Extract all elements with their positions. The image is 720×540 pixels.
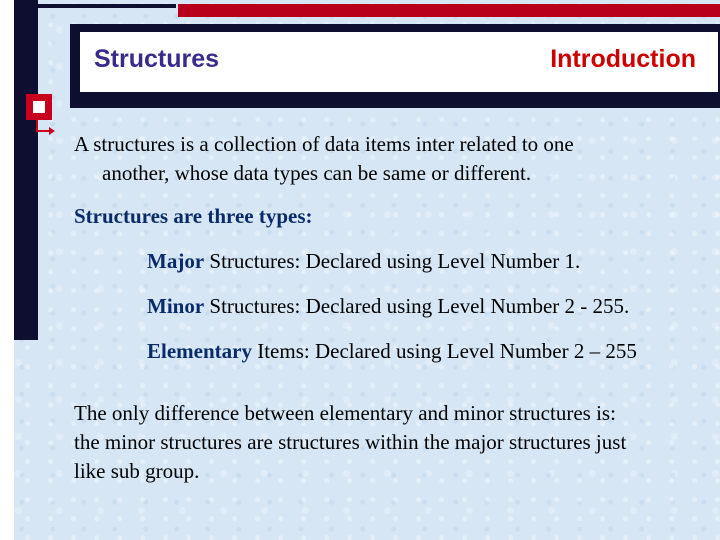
item-description: Structures: Declared using Level Number 1. [204,249,581,273]
definition-paragraph [74,130,714,188]
slide-content [74,130,714,483]
types-subheading: Structures are three types: [74,204,313,228]
list-item [147,294,629,319]
top-red-bar [178,4,720,17]
difference-line-2: the minor structures are structures within the major structures just [74,430,627,454]
difference-line-3: like sub group. [74,459,200,483]
item-term: Minor [147,294,205,318]
item-description: Structures: Declared using Level Number 2 - 255. [204,294,630,318]
left-strip [0,0,14,540]
bullet-square-icon [26,94,52,120]
bullet-square-inner [33,101,45,113]
dark-side-panel [14,0,38,340]
item-term: Major [147,249,205,273]
slide-title-left: Structures [94,45,220,73]
item-term: Elementary [147,339,252,363]
definition-line-2: another, whose data types can be same or different. [102,161,532,185]
list-item [147,339,637,364]
list-item [147,249,580,274]
title-box [78,30,720,94]
definition-line-1: A structures is a collection of data items inter related to one [74,132,574,156]
difference-paragraph [74,399,714,486]
top-dark-bar [14,4,176,8]
item-description: Items: Declared using Level Number 2 – 255 [251,339,637,363]
difference-line-1: The only difference between elementary and minor structures is: [74,401,616,425]
slide-title-right: Introduction [550,45,696,73]
return-arrow-icon [34,118,58,138]
